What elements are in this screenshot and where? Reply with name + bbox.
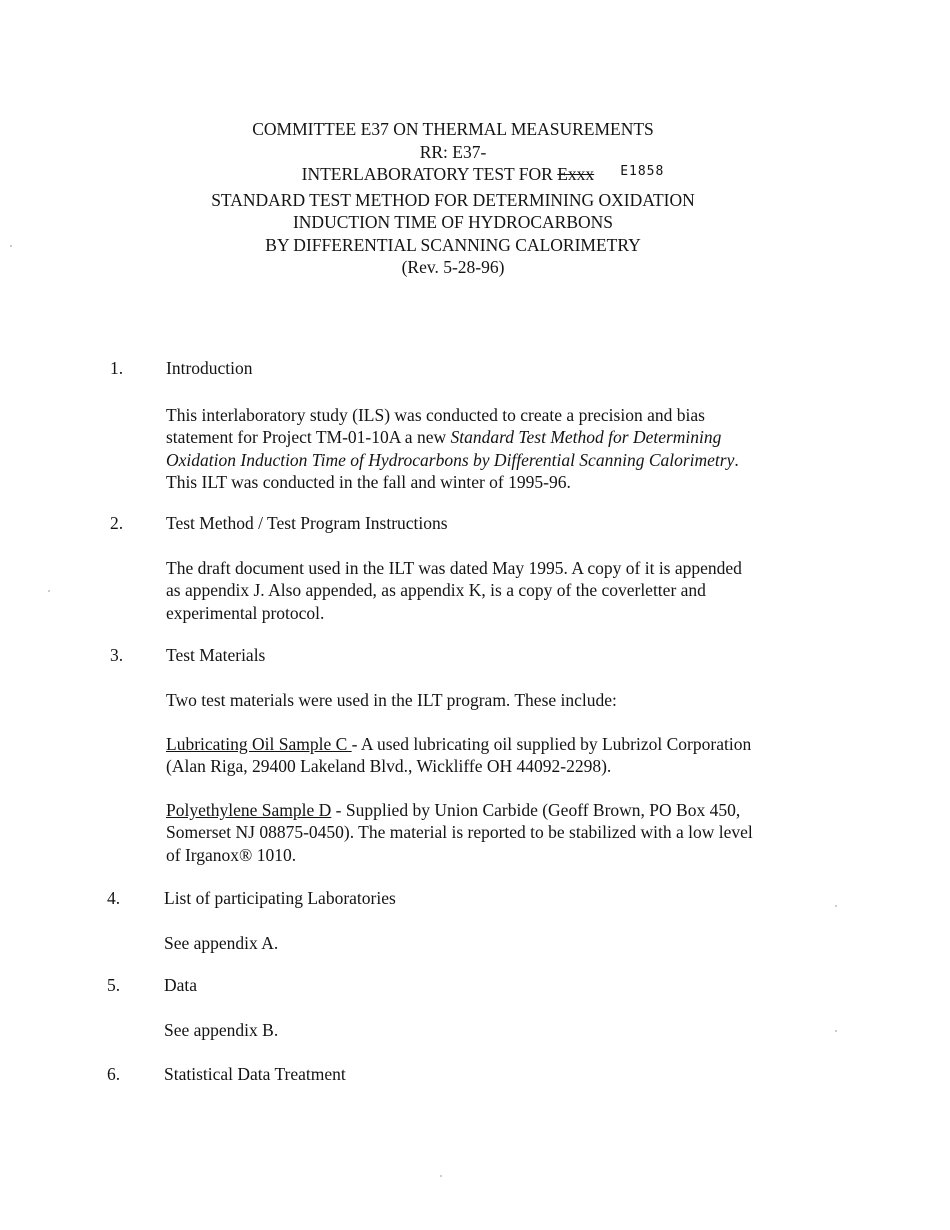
material-2-line-1 — [166, 799, 806, 821]
revision-date: (Rev. 5-28-96) — [401, 257, 505, 277]
section-4-text: See appendix A. — [164, 933, 279, 953]
section-1-line-4: This ILT was conducted in the fall and winter of 1995-96. — [166, 471, 571, 492]
committee-title: COMMITTEE E37 ON THERMAL MEASUREMENTS — [252, 119, 654, 139]
scan-speck — [10, 245, 12, 247]
material-2-paragraph — [166, 799, 806, 866]
section-3-intro-line: Two test materials were used in the ILT program. These include: — [166, 690, 617, 710]
section-1-line-2 — [166, 426, 806, 448]
section-4-heading: List of participating Laboratories — [164, 888, 396, 908]
ilt-title-prefix: INTERLABORATORY TEST FOR — [301, 164, 558, 184]
section-6-number: 6. — [107, 1064, 121, 1084]
section-2-line-1: The draft document used in the ILT was dated May 1995. A copy of it is appended — [166, 558, 742, 578]
scan-speck — [48, 590, 50, 592]
section-4-number: 4. — [107, 888, 121, 908]
method-title-italic-2: Oxidation Induction Time of Hydrocarbons by Differential Scanning Calorimetry — [166, 449, 735, 470]
scan-speck — [835, 905, 837, 907]
material-1-paragraph — [166, 733, 806, 778]
section-2-number: 2. — [110, 513, 124, 533]
section-1-number: 1. — [110, 358, 124, 378]
section-3-intro — [166, 689, 806, 711]
section-1-line-1: This interlaboratory study (ILS) was conducted to create a precision and bias — [166, 405, 705, 425]
section-5-number: 5. — [107, 975, 121, 995]
section-5-text: See appendix B. — [164, 1020, 279, 1040]
material-1-desc: - A used lubricating oil supplied by Lubrizol Corporation — [351, 734, 752, 754]
material-2-desc: - Supplied by Union Carbide (Geoff Brown, PO Box 450, — [331, 800, 741, 820]
section-1-line-2-text: statement for Project TM-01-10A a new — [166, 427, 451, 448]
handwritten-designation: E1858 — [620, 164, 665, 179]
material-2-line-2: Somerset NJ 08875-0450). The material is reported to be stabilized with a low level — [166, 822, 753, 843]
section-3-heading: Test Materials — [166, 645, 266, 665]
section-1-line-3 — [166, 449, 806, 471]
section-4-paragraph — [164, 932, 804, 954]
ilt-title-line — [0, 163, 906, 189]
section-2-line-2: as appendix J. Also appended, as appendix K, is a copy of the coverletter and — [166, 580, 706, 601]
section-3-number: 3. — [110, 645, 124, 665]
material-2-name: Polyethylene Sample D — [166, 800, 332, 820]
method-title-line-2: INDUCTION TIME OF HYDROCARBONS — [292, 212, 614, 232]
section-5-heading: Data — [164, 975, 198, 995]
section-1-period: . — [734, 449, 739, 470]
section-2-paragraph — [166, 557, 806, 624]
section-5-paragraph — [164, 1019, 804, 1041]
struck-designation: Exxx — [557, 164, 595, 184]
method-title-line-1: STANDARD TEST METHOD FOR DETERMINING OXIDATION — [211, 189, 695, 210]
section-2-line-3: experimental protocol. — [166, 602, 325, 623]
scan-speck — [440, 1175, 442, 1177]
method-title-italic-1: Standard Test Method for Determining — [450, 427, 722, 448]
section-2-heading: Test Method / Test Program Instructions — [166, 513, 448, 533]
method-title-line-3: BY DIFFERENTIAL SCANNING CALORIMETRY — [265, 234, 641, 255]
material-1-name: Lubricating Oil Sample C — [166, 734, 352, 754]
section-1-heading: Introduction — [166, 358, 253, 378]
material-1-line-1 — [166, 733, 806, 755]
scan-speck — [835, 1030, 837, 1032]
rr-number: RR: E37- — [419, 141, 487, 162]
section-6-heading: Statistical Data Treatment — [164, 1064, 346, 1084]
title-block — [0, 118, 906, 279]
section-1-paragraph — [166, 404, 806, 493]
material-2-line-3: of Irganox® 1010. — [166, 844, 297, 865]
material-1-line-2: (Alan Riga, 29400 Lakeland Blvd., Wickliffe OH 44092-2298). — [166, 756, 612, 777]
